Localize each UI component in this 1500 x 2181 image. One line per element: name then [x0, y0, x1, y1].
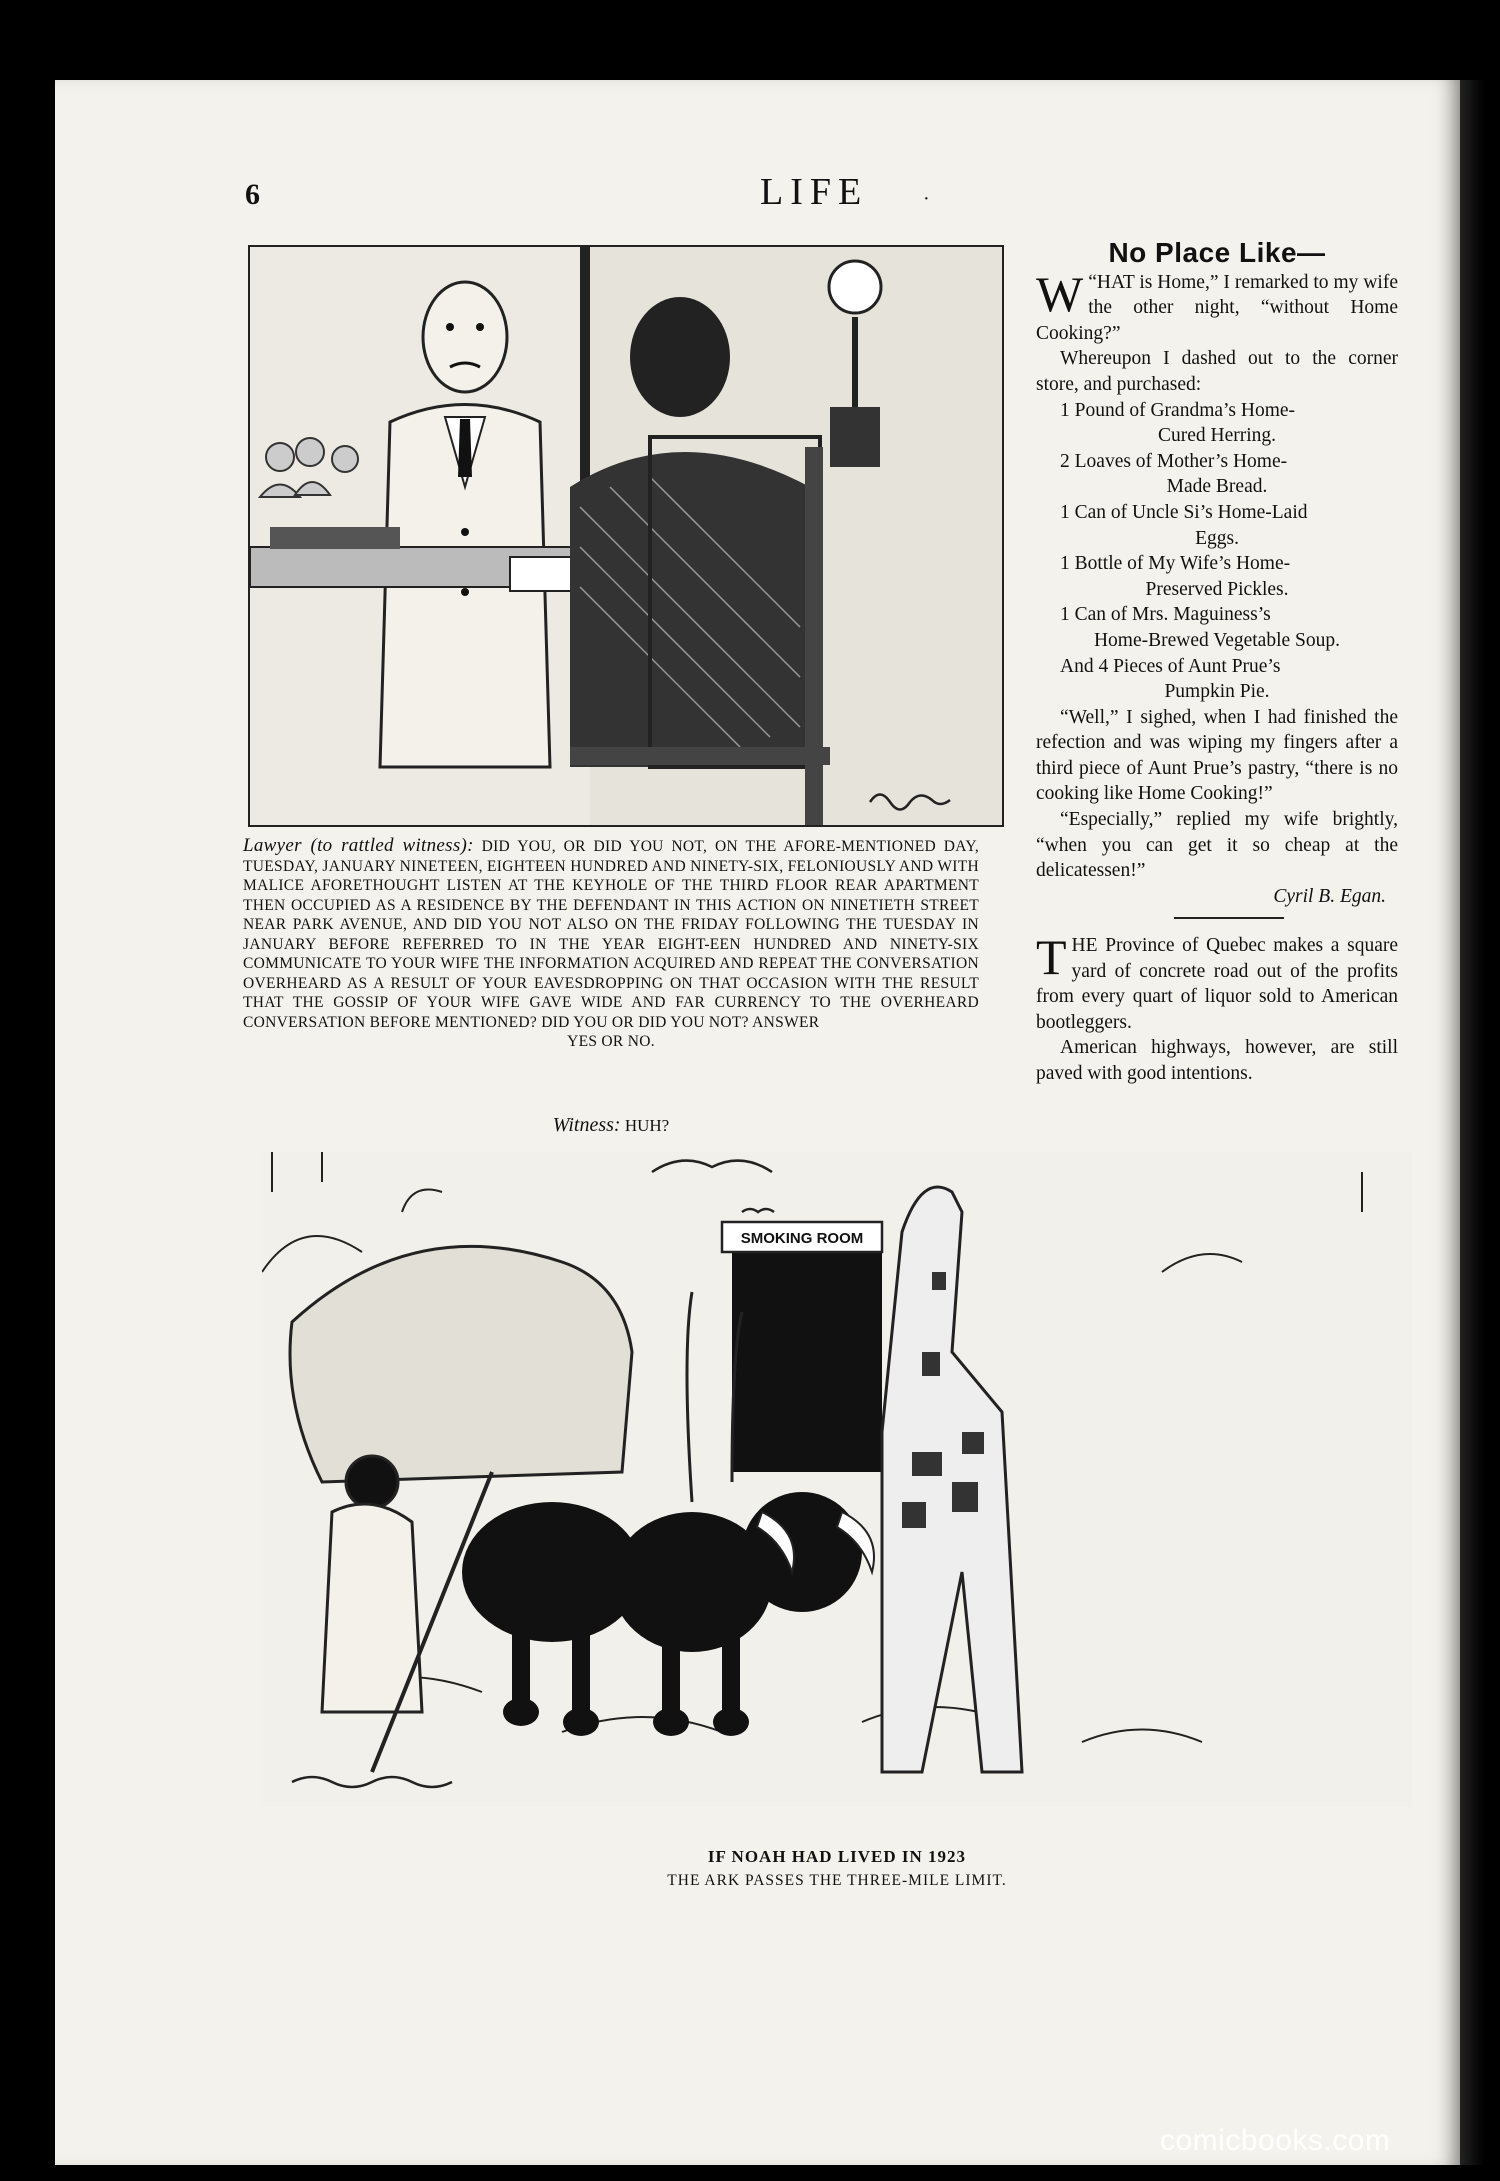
- list-item: 1 Pound of Grandma’s Home- Cured Herring.: [1060, 399, 1296, 447]
- list-item: 1 Bottle of My Wife’s Home- Preserved Pickles.: [1060, 553, 1291, 600]
- witness-line: [243, 1114, 979, 1137]
- list-item: And 4 Pieces of Aunt Prue’s Pumpkin Pie.: [1060, 655, 1281, 703]
- ark-cartoon: [262, 1152, 1412, 1807]
- lawyer-question-tail: YES OR NO.: [567, 1033, 655, 1050]
- running-head-dot: ·: [923, 188, 930, 210]
- article-opening: W “HAT is Home,” I remarked to my wife the other night, “without Home Cooking?”: [1036, 265, 1398, 344]
- ark-illustration: [262, 1152, 1412, 1807]
- source-watermark: comicbooks.com: [1160, 2124, 1391, 2157]
- list-item: 1 Can of Uncle Si’s Home-Laid Eggs.: [1060, 501, 1308, 549]
- shopping-list: [1036, 398, 1398, 705]
- courtroom-caption: [243, 836, 979, 1052]
- witness-speaker: Witness:: [552, 1114, 621, 1136]
- smoking-room-sign: SMOKING ROOM: [740, 1230, 864, 1247]
- running-head: LIFE: [760, 171, 869, 213]
- marcellinot-signature: [292, 1777, 452, 1787]
- list-item: 2 Loaves of Mother’s Home- Made Bread.: [1060, 450, 1288, 498]
- witness-reply: HUH?: [624, 1116, 670, 1135]
- article-para-3: “Well,” I sighed, when I had finished the refection and was wiping my fingers after a third piece of Aunt Prue’s pastry, “there is no cooking like Home Cooking!”: [1036, 706, 1398, 805]
- article-byline: Cyril B. Egan.: [1273, 885, 1386, 907]
- squib-punchline: American highways, however, are still paved with good intentions.: [1036, 1037, 1398, 1084]
- right-column: [1036, 237, 1398, 1087]
- lawyer-question: DID YOU, OR DID YOU NOT, ON THE AFORE-MENTIONED DAY, TUESDAY, JANUARY NINETEEN, EIGHTEEN HUNDRED AND NINETY-SIX, FELONIOUSLY AND WITH MALICE AFORETHOUGHT LISTEN AT THE KEYHOLE OF THE THIRD FLOOR REAR APARTMENT THEN OCCUPIED AS A RESIDENCE BY THE DEFENDANT IN THIS ACTION ON NINETIETH STREET NEAR PARK AVENUE, AND DID YOU NOT ALSO ON THE FRIDAY FOLLOWING THE TUESDAY IN JANUARY BEFORE REFERRED TO IN THE YEAR EIGHT-EEN HUNDRED AND NINETY-SIX COMMUNICATE TO YOUR WIFE THE INFORMATION ACQUIRED AND REPEAT THE CONVERSATION OVERHEARD AS A RESULT OF YOUR EAVESDROPPING ON THAT OCCASION WITH THE RESULT THAT THE GOSSIP OF YOUR WIFE GAVE WIDE AND FAR CURRENCY TO THE OVERHEARD CONVERSATION BEFORE MENTIONED? DID YOU OR DID YOU NOT? ANSWER: [243, 838, 980, 1031]
- courtroom-cartoon: [248, 245, 1004, 827]
- ark-cartoon-subtitle: THE ARK PASSES THE THREE-MILE LIMIT.: [667, 1872, 1007, 1889]
- courtroom-illustration: [250, 247, 1002, 825]
- squib-dropcap: T: [1036, 928, 1067, 985]
- article-para-2: Whereupon I dashed out to the corner store, and purchased:: [1036, 348, 1398, 395]
- list-item: 1 Can of Mrs. Maguiness’s Home-Brewed Vegetable Soup.: [1060, 604, 1341, 651]
- section-rule: [1174, 917, 1284, 919]
- book-spine: [1460, 80, 1500, 2165]
- article-dropcap: W: [1036, 265, 1084, 322]
- page-number: 6: [245, 178, 260, 211]
- article-para-4: “Especially,” replied my wife brightly, “when you can get it so cheap at the delicatessen!”: [1036, 809, 1398, 882]
- ark-cartoon-title: IF NOAH HAD LIVED IN 1923: [707, 1847, 967, 1866]
- lawyer-speaker: Lawyer (to rattled witness):: [243, 835, 474, 856]
- article-title: No Place Like—: [1108, 237, 1326, 268]
- squib-paragraph: THE Province of Quebec makes a square yard of concrete road out of the profits from every quart of liquor sold to American bootleggers.: [1036, 928, 1398, 1033]
